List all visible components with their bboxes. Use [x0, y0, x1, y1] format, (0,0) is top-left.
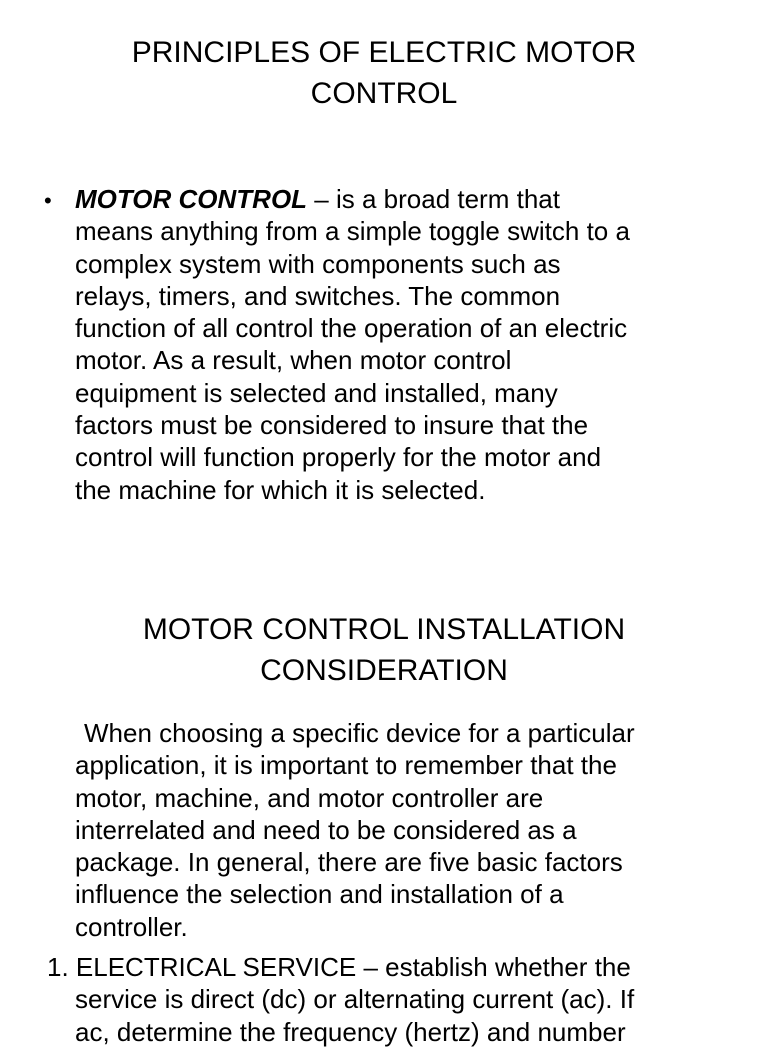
bullet-icon: • — [44, 188, 52, 213]
heading-1-line: PRINCIPLES OF ELECTRIC MOTOR — [131, 36, 637, 69]
bullet-text-line: relays, timers, and switches. The common — [75, 280, 561, 311]
bullet-motor-control — [0, 183, 768, 506]
installation-paragraph — [0, 717, 768, 943]
bullet-text-line: the machine for which it is selected. — [75, 474, 486, 505]
paragraph-line: application, it is important to remember that the — [75, 750, 617, 781]
paragraph-line: influence the selection and installation of a — [75, 879, 564, 910]
numbered-item-electrical-service — [0, 951, 768, 1048]
bullet-text-line: control will function properly for the motor and — [75, 442, 602, 473]
bullet-text-line: factors must be considered to insure that the — [75, 410, 589, 441]
numbered-item-line: ac, determine the frequency (hertz) and number — [75, 1016, 626, 1047]
bullet-text-line: means anything from a simple toggle switch to a — [75, 216, 630, 247]
heading-installation-consideration — [0, 609, 768, 691]
paragraph-line: When choosing a specific device for a particular — [84, 718, 635, 748]
numbered-item-line: service is direct (dc) or alternating current (ac). If — [75, 984, 635, 1015]
bullet-text-line: complex system with components such as — [75, 248, 561, 279]
numbered-item-line: 1. ELECTRICAL SERVICE – establish whether the — [47, 952, 631, 982]
term-motor-control: MOTOR CONTROL — [75, 184, 308, 214]
paragraph-line: interrelated and need to be considered as a — [75, 814, 577, 845]
heading-2-line: CONSIDERATION — [260, 654, 508, 687]
bullet-text-line: motor. As a result, when motor control — [75, 345, 512, 376]
paragraph-line: controller. — [75, 911, 188, 942]
bullet-paragraph — [0, 183, 768, 506]
paragraph-line: motor, machine, and motor controller are — [75, 782, 544, 813]
paragraph-line: package. In general, there are five basic factors — [75, 847, 623, 878]
heading-principles-of-motor-control — [0, 32, 768, 114]
heading-2-line: MOTOR CONTROL INSTALLATION — [142, 613, 626, 646]
bullet-text-line: function of all control the operation of an electric — [75, 313, 628, 344]
bullet-text-line: equipment is selected and installed, many — [75, 377, 558, 408]
heading-1-line: CONTROL — [310, 77, 458, 110]
bullet-text-line: – is a broad term that — [307, 184, 560, 214]
